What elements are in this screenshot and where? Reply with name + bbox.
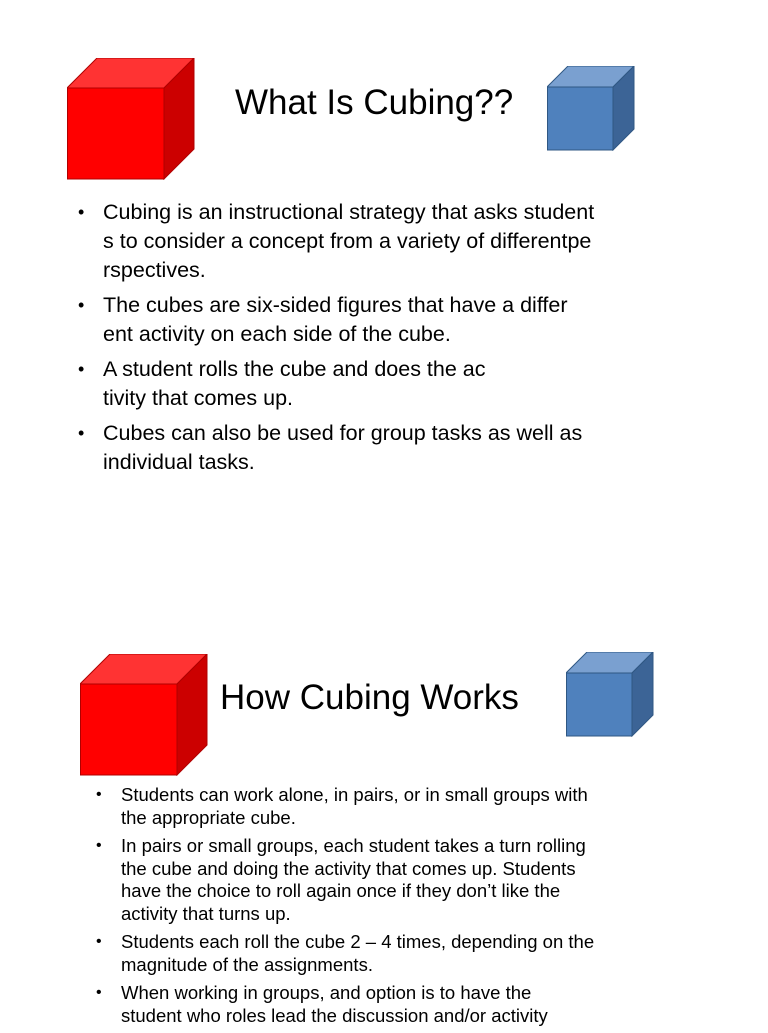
- slide-title: What Is Cubing??: [235, 83, 514, 122]
- slide-title: How Cubing Works: [220, 678, 519, 717]
- bullet-line: Cubing is an instructional strategy that asks student: [103, 200, 595, 224]
- bullet-line: student who roles lead the discussion and/or activity: [121, 1004, 548, 1026]
- cube-front-face: [548, 87, 614, 150]
- bullet-marker: •: [78, 423, 85, 443]
- bullet-marker: •: [78, 202, 85, 222]
- bullet-line: When working in groups, and option is to have the: [121, 982, 532, 1003]
- slide-how-cubing-works: [0, 600, 768, 1024]
- list-item: [96, 931, 696, 976]
- list-item: [78, 291, 688, 349]
- bullet-marker: •: [96, 984, 102, 1001]
- bullet-line: s to consider a concept from a variety of differentpe: [103, 229, 592, 253]
- cube-front-face: [567, 673, 633, 736]
- red-cube-icon: [80, 654, 208, 776]
- bullet-line: ent activity on each side of the cube.: [103, 322, 451, 346]
- bullet-line: Students each roll the cube 2 – 4 times, depending on the: [121, 931, 595, 952]
- bullet-line: the appropriate cube.: [121, 806, 296, 828]
- red-cube-icon: [67, 58, 195, 180]
- bullet-line: have the choice to roll again once if they don’t like the: [121, 880, 561, 901]
- bullet-line: Cubes can also be used for group tasks as well as: [103, 421, 583, 445]
- bullet-line: A student rolls the cube and does the ac: [103, 357, 486, 381]
- bullet-line: magnitude of the assignments.: [121, 953, 373, 975]
- cube-front-face: [81, 684, 178, 775]
- bullet-line: individual tasks.: [103, 450, 255, 474]
- bullet-line: In pairs or small groups, each student takes a turn rolling: [121, 835, 586, 856]
- bullet-list: [96, 784, 696, 1033]
- bullet-line: Students can work alone, in pairs, or in small groups with: [121, 784, 588, 805]
- bullet-line: The cubes are six-sided figures that have a differ: [103, 293, 568, 317]
- bullet-line: rspectives.: [103, 258, 206, 282]
- list-item: [78, 419, 688, 477]
- bullet-marker: •: [96, 837, 102, 854]
- bullet-list: [78, 198, 688, 483]
- bullet-marker: •: [96, 786, 102, 803]
- list-item: [78, 198, 688, 285]
- cube-front-face: [68, 88, 165, 179]
- bullet-marker: •: [96, 933, 102, 950]
- list-item: [78, 355, 688, 413]
- bullet-marker: •: [78, 359, 85, 379]
- bullet-line: the cube and doing the activity that comes up. Students: [121, 857, 576, 879]
- list-item: [96, 982, 696, 1027]
- blue-cube-icon: [547, 66, 635, 151]
- bullet-marker: •: [78, 295, 85, 315]
- list-item: [96, 835, 696, 925]
- bullet-line: tivity that comes up.: [103, 386, 293, 410]
- blue-cube-icon: [566, 652, 654, 737]
- bullet-line: activity that turns up.: [121, 902, 291, 924]
- list-item: [96, 784, 696, 829]
